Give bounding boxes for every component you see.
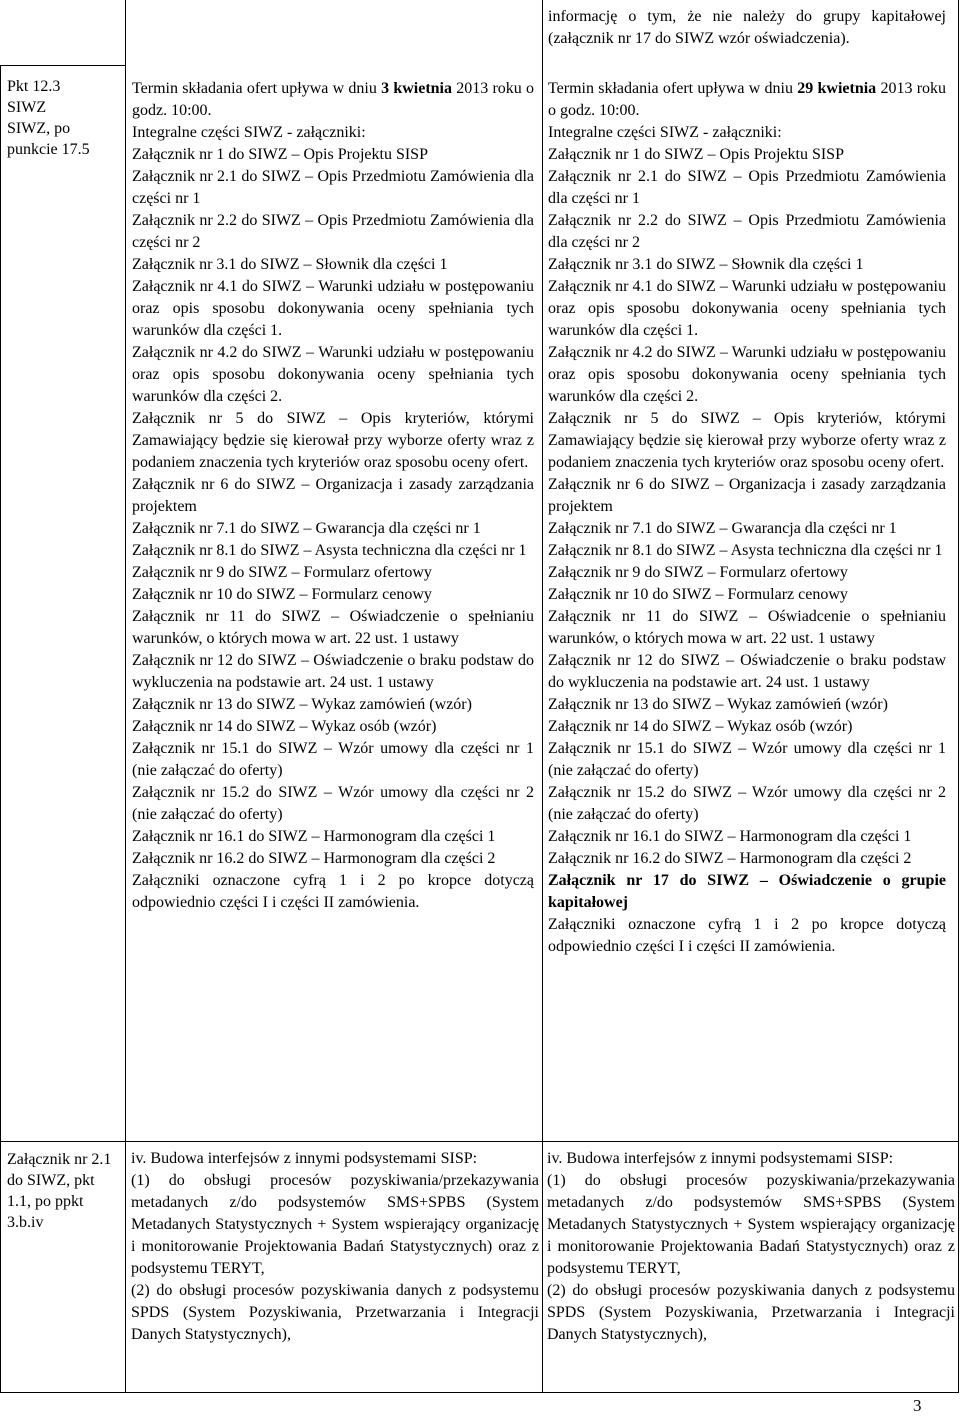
attachment-item: Załącznik nr 2.2 do SIWZ – Opis Przedmiotu Zamówienia dla części nr 2 xyxy=(548,212,946,251)
attachment-item: Załącznik nr 12 do SIWZ – Oświadczenie o braku podstaw do wykluczenia na podstawie art. 24 ust. 1 ustawy xyxy=(132,652,534,691)
deadline-text: Termin składania ofert upływa w dniu 29 kwietnia 2013 roku o godz. 10:00. xyxy=(548,80,947,119)
attachment-item: Załącznik nr 5 do SIWZ – Opis kryteriów, którymi Zamawiający będzie się kierował przy wyborze oferty wraz z podaniem znaczenia tych kryteriów oraz sposobu oceny ofert. xyxy=(132,410,534,471)
attachment-item: Załącznik nr 5 do SIWZ – Opis kryteriów, którymi Zamawiający będzie się kierował przy wyborze oferty wraz z podaniem znaczenia tych kryteriów oraz sposobu oceny ofert. xyxy=(548,410,946,471)
attachment-item: Załącznik nr 8.1 do SIWZ – Asysta techniczna dla części nr 1 xyxy=(548,542,943,559)
attachment-item: Załącznik nr 15.1 do SIWZ – Wzór umowy dla części nr 1 (nie załączać do oferty) xyxy=(548,740,946,779)
attachment-item: Załącznik nr 14 do SIWZ – Wykaz osób (wzór) xyxy=(132,718,437,735)
interface-heading: iv. Budowa interfejsów z innymi podsystemami SISP: xyxy=(547,1150,894,1167)
interface-item-1: (1) do obsługi procesów pozyskiwania/przekazywania metadanych z/do podsystemów SMS+SPBS (System Metadanych Statystycznych + System wspierający organizację i monitorowanie Projektowania Badań Statystycznych) oraz z podsystemu TERYT, xyxy=(131,1172,539,1277)
row1-label xyxy=(7,76,121,160)
row2-new-text xyxy=(547,1148,955,1346)
table-border-col1 xyxy=(125,0,126,1393)
attachment-item: Załącznik nr 2.1 do SIWZ – Opis Przedmiotu Zamówienia dla części nr 1 xyxy=(132,168,534,207)
attachment-item: Załącznik nr 8.1 do SIWZ – Asysta techniczna dla części nr 1 xyxy=(132,542,527,559)
attachment-item: Integralne części SIWZ - załączniki: xyxy=(548,124,782,141)
attachment-item: Załącznik nr 4.2 do SIWZ – Warunki udziału w postępowaniu oraz opis sposobu dokonywania oceny spełniania tych warunków dla części 2. xyxy=(548,344,946,405)
attachment-item: Załącznik nr 15.2 do SIWZ – Wzór umowy dla części nr 2 (nie załączać do oferty) xyxy=(132,784,534,823)
attachment-item: Załącznik nr 6 do SIWZ – Organizacja i zasady zarządzania projektem xyxy=(548,476,946,515)
row1-new-text xyxy=(548,78,946,958)
closing-note: Załączniki oznaczone cyfrą 1 i 2 po kropce dotyczą odpowiednio części I i części II zamówienia. xyxy=(548,916,946,955)
attachment-item: Załącznik nr 16.1 do SIWZ – Harmonogram dla części 1 xyxy=(548,828,912,845)
attachment-item: Załącznik nr 7.1 do SIWZ – Gwarancja dla części nr 1 xyxy=(548,520,897,537)
attachment-item: Załącznik nr 16.2 do SIWZ – Harmonogram dla części 2 xyxy=(548,850,912,867)
interface-item-2: (2) do obsługi procesów pozyskiwania danych z podsystemu SPDS (System Pozyskiwania, Przetwarzania i Integracji Danych Statystycznych), xyxy=(131,1282,539,1343)
attachment-item: Załącznik nr 11 do SIWZ – Oświadcenie o spełnianiu warunków, o których mowa w art. 22 ust. 1 ustawy xyxy=(548,608,946,647)
deadline-text: Termin składania ofert upływa w dniu 3 kwietnia 2013 roku o godz. 10:00. xyxy=(132,80,535,119)
attachment-item: Załącznik nr 9 do SIWZ – Formularz ofertowy xyxy=(548,564,848,581)
attachment-item: Załącznik nr 1 do SIWZ – Opis Projektu SISP xyxy=(548,146,844,163)
attachment-item: Załączniki oznaczone cyfrą 1 i 2 po kropce dotyczą odpowiednio części I i części II zamówienia. xyxy=(132,872,534,911)
table-border-left xyxy=(0,65,1,1393)
attachment-item: Załącznik nr 2.1 do SIWZ – Opis Przedmiotu Zamówienia dla części nr 1 xyxy=(548,168,946,207)
attachment-item: Załącznik nr 3.1 do SIWZ – Słownik dla części 1 xyxy=(132,256,448,273)
attachment-list xyxy=(548,122,946,870)
table-border-bottom xyxy=(0,1392,959,1393)
table-border-col2 xyxy=(542,0,543,1393)
attachment-item: Załącznik nr 11 do SIWZ – Oświadczenie o spełnianiu warunków, o których mowa w art. 22 ust. 1 ustawy xyxy=(132,608,534,647)
attachment-item: Załącznik nr 16.2 do SIWZ – Harmonogram dla części 2 xyxy=(132,850,496,867)
row1-label-line: SIWZ, po xyxy=(7,120,71,137)
attachment-item: Załącznik nr 4.1 do SIWZ – Warunki udziału w postępowaniu oraz opis sposobu dokonywania oceny spełniania tych warunków dla części 1. xyxy=(548,278,946,339)
continued-text: informację o tym, że nie należy do grupy kapitałowej (załącznik nr 17 do SIWZ wzór oświadczenia). xyxy=(548,8,946,47)
attachment-item: Załącznik nr 10 do SIWZ – Formularz cenowy xyxy=(132,586,432,603)
attachment-item: Załącznik nr 10 do SIWZ – Formularz cenowy xyxy=(548,586,848,603)
table-border-top xyxy=(0,65,126,66)
row1-old-text xyxy=(132,78,534,914)
attachment-item: Załącznik nr 15.1 do SIWZ – Wzór umowy dla części nr 1 (nie załączać do oferty) xyxy=(132,740,534,779)
attachment-item: Załącznik nr 15.2 do SIWZ – Wzór umowy dla części nr 2 (nie załączać do oferty) xyxy=(548,784,946,823)
attachment-item: Załącznik nr 14 do SIWZ – Wykaz osób (wzór) xyxy=(548,718,853,735)
table-border-row-sep xyxy=(0,1141,959,1142)
attachment-item: Załącznik nr 6 do SIWZ – Organizacja i zasady zarządzania projektem xyxy=(132,476,534,515)
row2-old-text xyxy=(131,1148,539,1346)
row1-label-line: SIWZ xyxy=(7,99,47,116)
attachment-item: Załącznik nr 4.2 do SIWZ – Warunki udziału w postępowaniu oraz opis sposobu dokonywania oceny spełniania tych warunków dla części 2. xyxy=(132,344,534,405)
attachment-item: Załącznik nr 3.1 do SIWZ – Słownik dla części 1 xyxy=(548,256,864,273)
attachment-item: Załącznik nr 7.1 do SIWZ – Gwarancja dla części nr 1 xyxy=(132,520,481,537)
attachment-item: Załącznik nr 1 do SIWZ – Opis Projektu SISP xyxy=(132,146,428,163)
new-attachment-17: Załącznik nr 17 do SIWZ – Oświadczenie o grupie kapitałowej xyxy=(548,872,946,911)
attachment-item: Załącznik nr 13 do SIWZ – Wykaz zamówień (wzór) xyxy=(548,696,888,713)
attachment-item: Integralne części SIWZ - załączniki: xyxy=(132,124,366,141)
deadline-date: 3 kwietnia xyxy=(381,80,452,97)
attachment-item: Załącznik nr 12 do SIWZ – Oświadczenie o braku podstaw do wykluczenia na podstawie art. 24 ust. 1 ustawy xyxy=(548,652,946,691)
interface-item-2: (2) do obsługi procesów pozyskiwania danych z podsystemu SPDS (System Pozyskiwania, Przetwarzania i Integracji Danych Statystycznych), xyxy=(547,1282,955,1343)
deadline-date: 29 kwietnia xyxy=(797,80,877,97)
attachment-item: Załącznik nr 2.2 do SIWZ – Opis Przedmiotu Zamówienia dla części nr 2 xyxy=(132,212,534,251)
row1-label-line: punkcie 17.5 xyxy=(7,141,90,158)
table-border-right xyxy=(958,0,959,1393)
page-number: 3 xyxy=(913,1396,922,1415)
row2-label: Załącznik nr 2.1 do SIWZ, pkt 1.1, po ppkt 3.b.iv xyxy=(7,1151,112,1231)
attachment-item: Załącznik nr 9 do SIWZ – Formularz ofertowy xyxy=(132,564,432,581)
attachment-item: Załącznik nr 4.1 do SIWZ – Warunki udziału w postępowaniu oraz opis sposobu dokonywania oceny spełniania tych warunków dla części 1. xyxy=(132,278,534,339)
interface-heading: iv. Budowa interfejsów z innymi podsystemami SISP: xyxy=(131,1150,478,1167)
attachment-list xyxy=(132,122,534,914)
attachment-item: Załącznik nr 16.1 do SIWZ – Harmonogram dla części 1 xyxy=(132,828,496,845)
attachment-item: Załącznik nr 13 do SIWZ – Wykaz zamówień (wzór) xyxy=(132,696,472,713)
interface-item-1: (1) do obsługi procesów pozyskiwania/przekazywania metadanych z/do podsystemów SMS+SPBS (System Metadanych Statystycznych + System wspierający organizację i monitorowanie Projektowania Badań Statystycznych) oraz z podsystemu TERYT, xyxy=(547,1172,955,1277)
row1-label-line: Pkt 12.3 xyxy=(7,78,61,95)
